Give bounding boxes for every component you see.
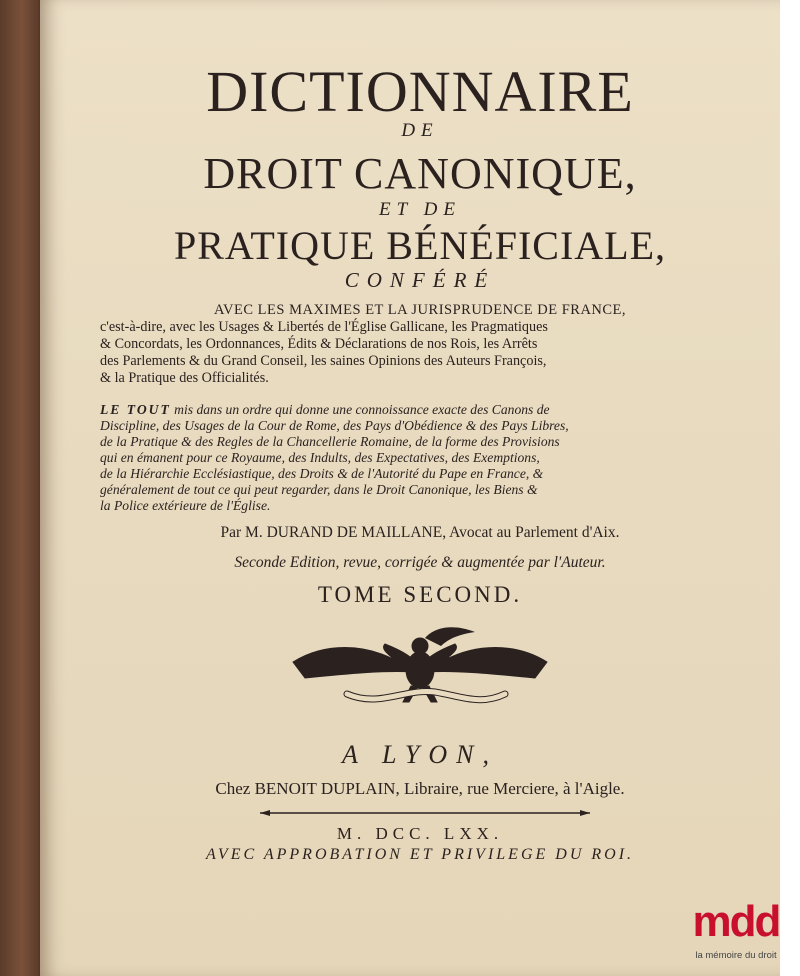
title-droit-canonique: DROIT CANONIQUE,: [203, 149, 637, 198]
eagle-right-wing: [423, 644, 547, 678]
paragraph-1-line: AVEC LES MAXIMES ET LA JURISPRUDENCE DE FRANCE,: [213, 302, 627, 318]
publisher-line: Chez BENOIT DUPLAIN, Libraire, rue Merciere, à l'Aigle.: [215, 779, 625, 798]
title-et-de: ET DE: [379, 199, 461, 220]
ornamental-rule: [260, 808, 590, 818]
paragraph-2-line: de la Pratique & des Regles de la Chancellerie Romaine, de la forme des Provisions: [100, 434, 560, 449]
description-paragraph-2: [100, 402, 740, 514]
paragraph-1-line: & Concordats, les Ordonnances, Édits & Déclarations de nos Rois, les Arrêts: [100, 336, 538, 352]
title-confere: CONFÉRÉ: [344, 268, 496, 292]
paragraph-2-lead: LE TOUT: [100, 402, 171, 417]
title-pratique-beneficiale: PRATIQUE BÉNÉFICIALE,: [173, 223, 667, 268]
approbation-line: AVEC APPROBATION ET PRIVILEGE DU ROI.: [205, 846, 635, 863]
volume-line: TOME SECOND.: [317, 582, 523, 607]
author-line: Par M. DURAND DE MAILLANE, Avocat au Parlement d'Aix.: [220, 524, 620, 541]
logo-wordmark: mdd: [692, 897, 780, 946]
paragraph-2-line: Discipline, des Usages de la Cour de Rome, des Pays d'Obédience & des Pays Libres,: [100, 418, 569, 433]
paragraph-2-line: la Police extérieure de l'Église.: [100, 498, 271, 513]
title-dictionnaire: DICTIONNAIRE: [206, 59, 634, 124]
paragraph-1-line: c'est-à-dire, avec les Usages & Libertés de l'Église Gallicane, les Pragmatiques: [100, 319, 548, 335]
paragraph-2-first-text: mis dans un ordre qui donne une connoissance exacte des Canons de: [170, 402, 550, 417]
paragraph-2-line: de la Hiérarchie Ecclésiastique, des Droits & de l'Autorité du Pape en France, &: [100, 466, 544, 481]
logo-tagline: la mémoire du droit: [695, 950, 777, 961]
eagle-olive-branch: [425, 627, 475, 646]
year-line: M. DCC. LXX.: [336, 824, 504, 843]
edition-line: Seconde Edition, revue, corrigée & augmentée par l'Auteur.: [234, 554, 606, 571]
eagle-emblem: [285, 622, 555, 714]
eagle-head: [412, 638, 428, 654]
description-paragraph-1: [100, 302, 740, 387]
paragraph-2-line: [100, 402, 740, 418]
eagle-left-wing: [293, 644, 417, 678]
paragraph-1-line: & la Pratique des Officialités.: [100, 370, 269, 386]
title-de: DE: [401, 120, 439, 141]
paragraph-1-line: des Parlements & du Grand Conseil, les saines Opinions des Auteurs François,: [100, 353, 547, 369]
eagle-body: [406, 652, 434, 688]
paragraph-2-line: généralement de tout ce qui peut regarder, dans le Droit Canonique, les Biens &: [100, 482, 538, 497]
city-line: A LYON,: [342, 740, 498, 769]
paragraph-2-line: qui en émanent pour ce Royaume, des Indults, des Expectatives, des Exemptions,: [100, 450, 540, 465]
mdd-logo: [676, 897, 796, 970]
title-page: [40, 0, 780, 976]
